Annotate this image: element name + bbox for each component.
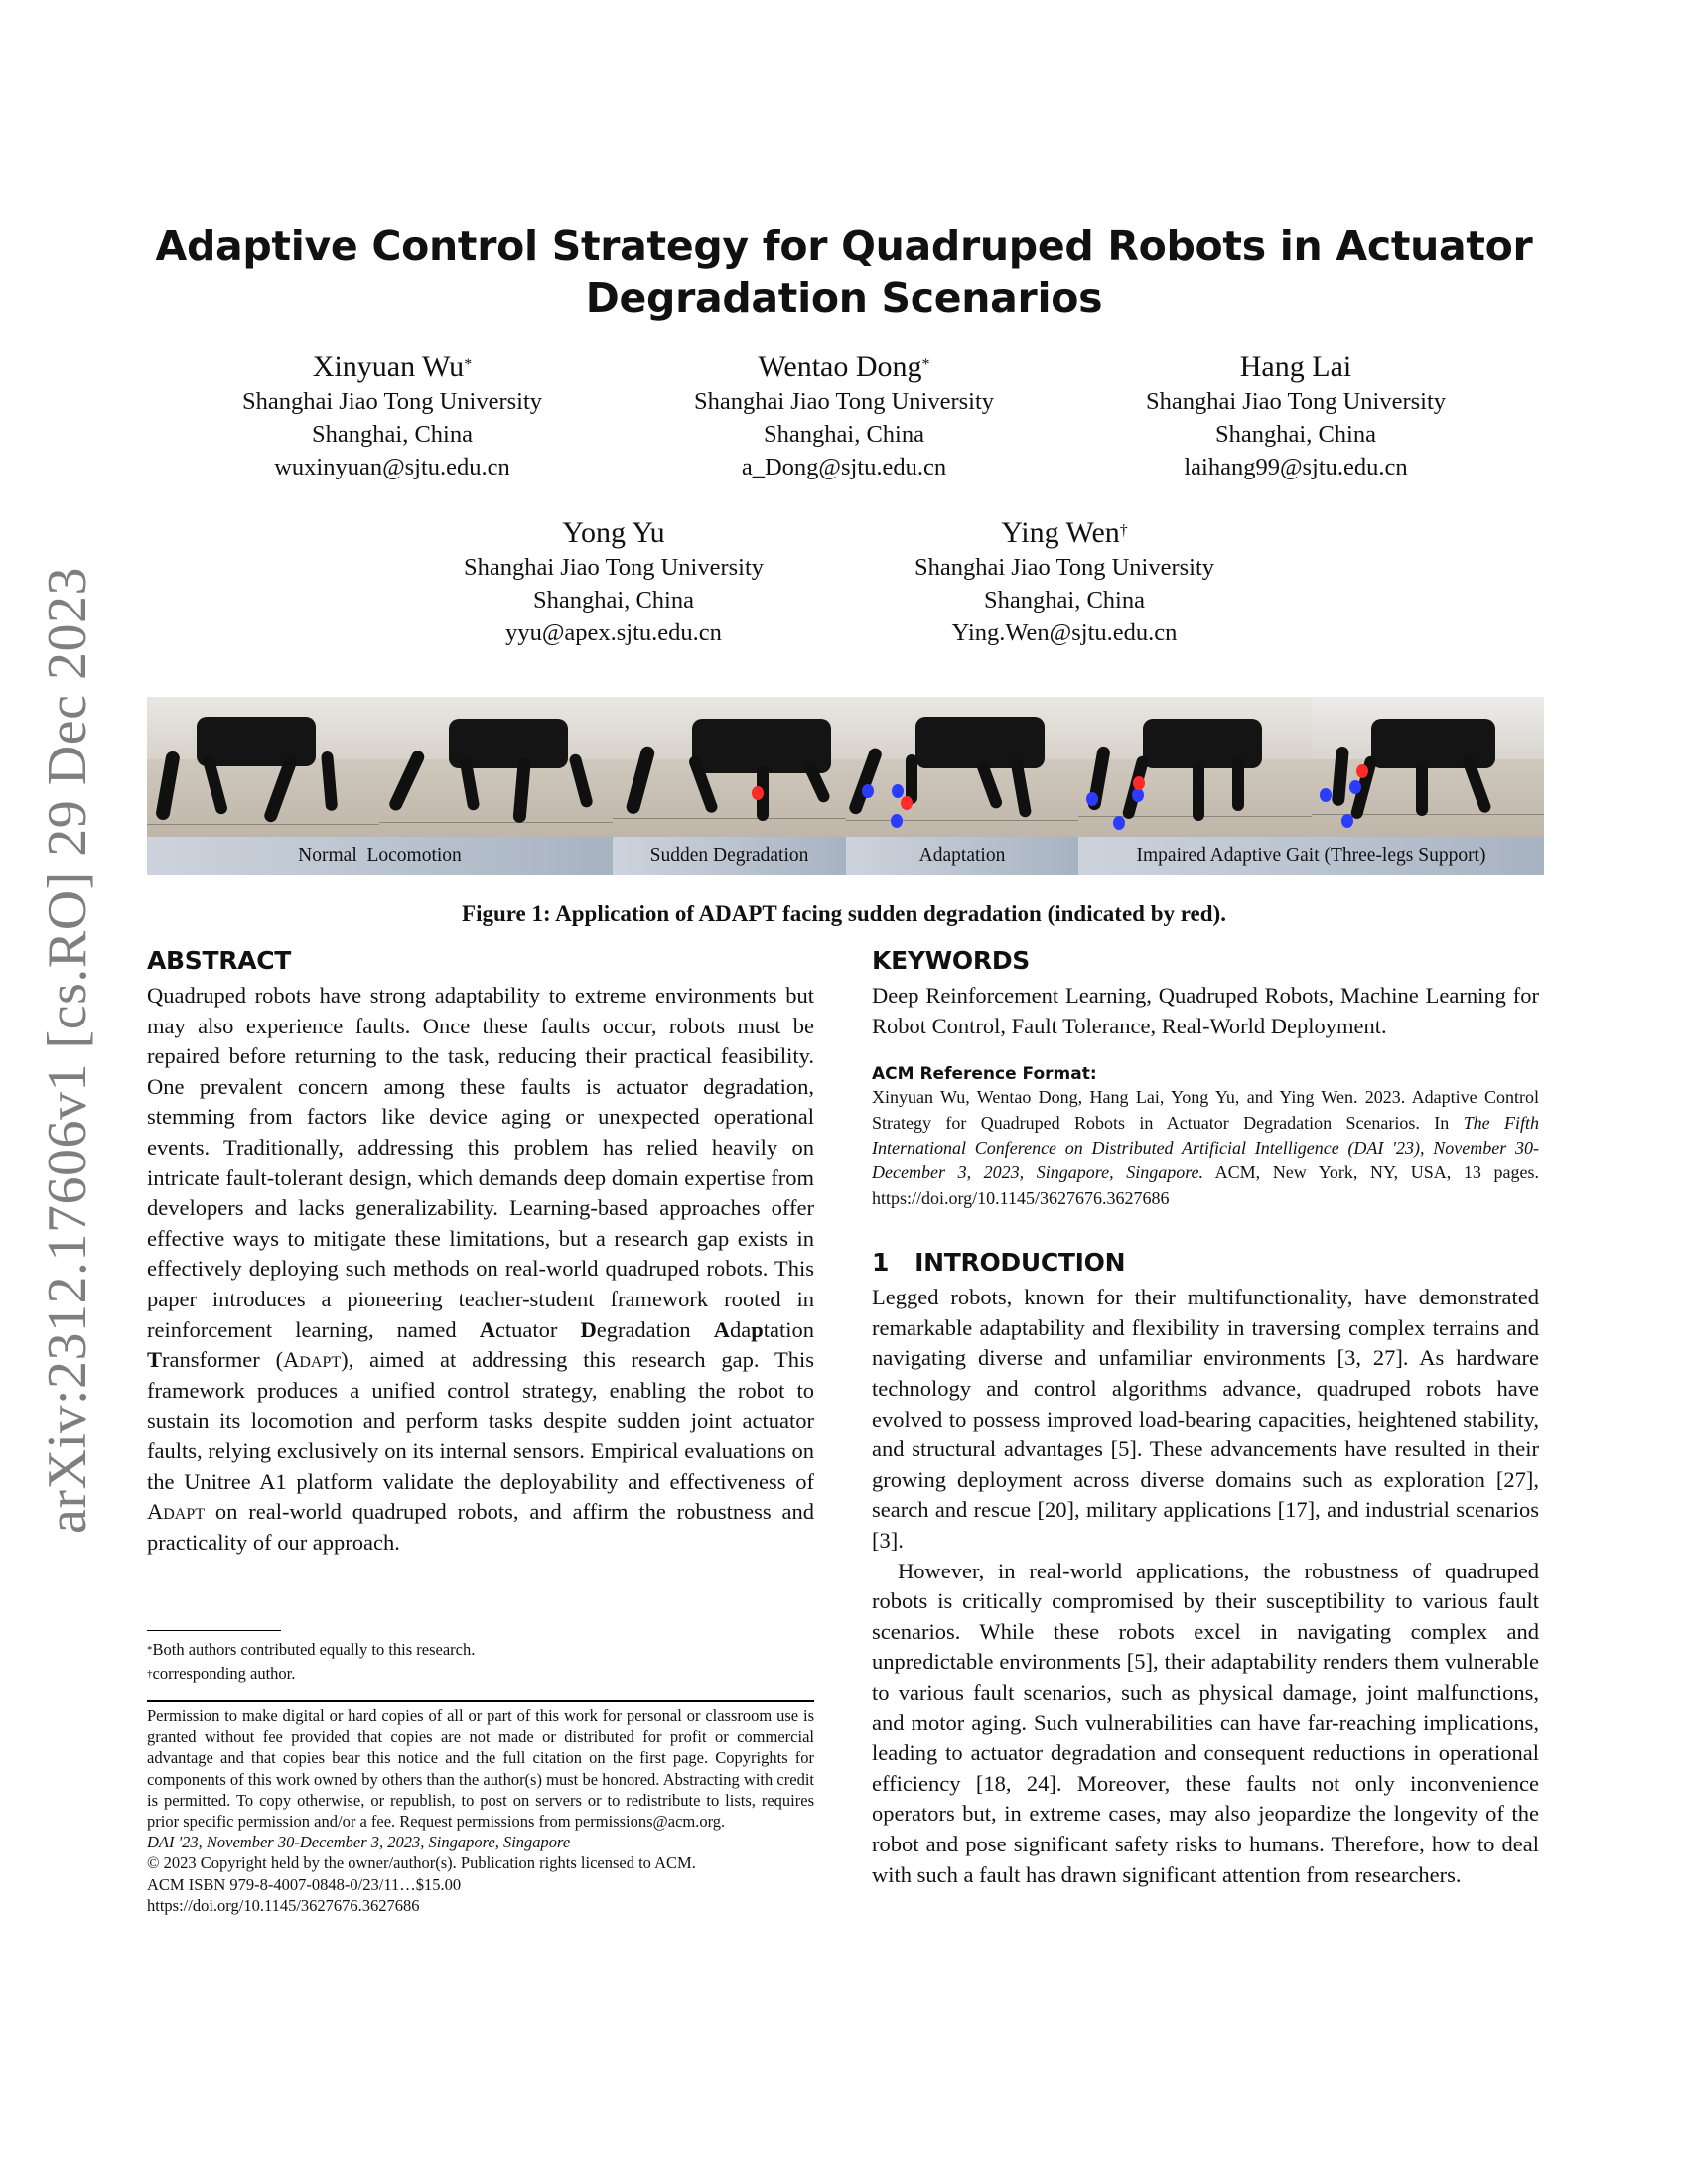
introduction-heading: 1 INTRODUCTION — [872, 1248, 1126, 1278]
foot-contact-marker — [1086, 792, 1098, 806]
photo-impaired-gait-2 — [1312, 697, 1544, 837]
author-location: Shanghai, China — [533, 587, 694, 614]
keywords-heading: KEYWORDS — [872, 946, 1030, 975]
paper-title — [149, 220, 1539, 324]
left-column — [147, 941, 814, 1558]
doi-link[interactable]: https://doi.org/10.1145/3627676.3627686 — [147, 1895, 420, 1915]
title-line-2: Degradation Scenarios — [585, 274, 1103, 322]
footnote-equal-contribution: *Both authors contributed equally to this research. — [147, 1640, 476, 1659]
author-block — [846, 515, 1283, 649]
author-affiliation: Shanghai Jiao Tong University — [1145, 388, 1446, 415]
author-email[interactable]: laihang99@sjtu.edu.cn — [1184, 454, 1408, 480]
figure-caption: Figure 1: Application of ADAPT facing sudden degradation (indicated by red). — [462, 901, 1226, 926]
permission-divider — [147, 1700, 814, 1702]
intro-paragraph-2: However, in real-world applications, the robustness of quadruped robots is critically compromised by their susceptibility to various fault scenarios. While these robots excel in navigating complex and unpredictable environments [5], their adaptability renders them vulnerable to various fault scenarios, such as physical damage, joint malfunctions, and motor aging. Such vulnerabilities can have far-reaching implications, leading to actuator degradation and consequent reductions in operational efficiency [18, 24]. Moreover, these faults not only inconvenience operators but, in extreme cases, may also jeopardize the longevity of the robot and pose significant safety risks to humans. Therefore, how to deal with such a fault has drawn significant attention from researchers. — [872, 1558, 1539, 1887]
figure-label-sudden-degradation: Sudden Degradation — [613, 837, 846, 875]
acm-reference-text: Xinyuan Wu, Wentao Dong, Hang Lai, Yong Yu, and Ying Wen. 2023. Adaptive Control Strategy for Quadruped Robots in Actuator Degradation Scenarios. In The Fifth International Conference on Distributed Artificial Intelligence (DAI '23), November 30-December 3, 2023, Singapore, Singapore. ACM, New York, NY, USA, 13 pages. https://doi.org/10.1145/3627676.3627686 — [872, 1087, 1540, 1208]
author-location: Shanghai, China — [312, 421, 473, 448]
author-name: Ying Wen† — [1001, 516, 1128, 549]
foot-contact-marker — [1132, 788, 1144, 802]
foot-contact-marker — [1341, 814, 1353, 828]
figure-label-normal-locomotion: Normal Locomotion — [147, 837, 613, 875]
corresponding-author-mark: † — [1119, 522, 1128, 539]
author-name: Xinyuan Wu* — [312, 350, 473, 383]
author-block — [1077, 349, 1514, 483]
degraded-joint-marker — [752, 786, 764, 800]
permission-text: Permission to make digital or hard copies of all or part of this work for personal or classroom use is granted without fee provided that copies are not made or distributed for profit or commercial advantage and that copies bear this notice and the full citation on the first page. Copyrights for components of this work owned by others than the author(s) must be honored. Abstracting with credit is permitted. To copy otherwise, or republish, to post on servers or to redistribute to lists, requires prior specific permission and/or a fee. Request permissions from permissions@acm.org. — [147, 1706, 814, 1832]
copyright-line: © 2023 Copyright held by the owner/author(s). Publication rights licensed to ACM. — [147, 1853, 696, 1873]
author-email[interactable]: a_Dong@sjtu.edu.cn — [741, 454, 947, 480]
author-name: Hang Lai — [1239, 350, 1352, 383]
figure-label-impaired-gait: Impaired Adaptive Gait (Three-legs Support) — [1078, 837, 1544, 875]
figure-1-robot-sequence — [147, 697, 1544, 875]
author-location: Shanghai, China — [984, 587, 1145, 614]
photo-adaptation — [846, 697, 1078, 837]
degraded-joint-marker — [1356, 764, 1368, 778]
method-acronym: Adapt — [147, 1499, 206, 1525]
author-email[interactable]: wuxinyuan@sjtu.edu.cn — [274, 454, 510, 480]
footnote-corresponding-author: †corresponding author. — [147, 1664, 296, 1683]
footnotes — [147, 1638, 814, 1686]
photo-normal-locomotion-2 — [379, 697, 613, 837]
venue-line: DAI '23, November 30-December 3, 2023, Singapore, Singapore — [147, 1833, 571, 1852]
photo-impaired-gait-1 — [1078, 697, 1312, 837]
foot-contact-marker — [1113, 816, 1125, 830]
figure-label-adaptation: Adaptation — [846, 837, 1078, 875]
author-email[interactable]: Ying.Wen@sjtu.edu.cn — [951, 619, 1178, 646]
foot-contact-marker — [892, 784, 904, 798]
footnote-divider — [147, 1630, 281, 1631]
foot-contact-marker — [1349, 780, 1361, 794]
foot-contact-marker — [862, 784, 874, 798]
author-affiliation: Shanghai Jiao Tong University — [463, 554, 764, 581]
author-block — [626, 349, 1062, 483]
permission-block — [147, 1706, 814, 1916]
acm-reference-heading: ACM Reference Format: — [872, 1064, 1097, 1085]
author-affiliation: Shanghai Jiao Tong University — [914, 554, 1214, 581]
robot-body — [1143, 719, 1262, 768]
title-line-1: Adaptive Control Strategy for Quadruped Robots in Actuator — [155, 222, 1533, 270]
author-email[interactable]: yyu@apex.sjtu.edu.cn — [505, 619, 722, 646]
photo-sudden-degradation — [613, 697, 846, 837]
foot-contact-marker — [1320, 788, 1332, 802]
method-acronym: Adapt — [283, 1347, 342, 1373]
keywords-text: Deep Reinforcement Learning, Quadruped Robots, Machine Learning for Robot Control, Fault Tolerance, Real-World Deployment. — [872, 983, 1539, 1038]
equal-contribution-mark: * — [921, 356, 930, 373]
author-block — [395, 515, 832, 649]
author-affiliation: Shanghai Jiao Tong University — [693, 388, 994, 415]
degraded-joint-marker — [901, 796, 913, 810]
abstract-body: Quadruped robots have strong adaptability to extreme environments but may also experience faults. Once these faults occur, robots must be repaired before returning to the task, reducing their practical feasibility. One prevalent concern among these faults is actuator degradation, stemming from factors like device aging or unexpected operational events. Traditionally, addressing this problem has relied heavily on intricate fault-tolerant design, which demands deep domain expertise from developers and lacks generalizability. Learning-based approaches offer effective ways to mitigate these limitations, but a research gap exists in effectively deploying such methods on real-world quadruped robots. This paper introduces a pioneering teacher-student framework rooted in reinforcement learning, named Actuator Degradation Adaptation Transformer (Adapt), aimed at addressing this research gap. This framework produces a unified control strategy, enabling the robot to sustain its locomotion and perform tasks despite sudden joint actuator faults, relying exclusively on its internal sensors. Empirical evaluations on the Unitree A1 platform validate the deployability and effectiveness of Adapt on real-world quadruped robots, and affirm the robustness and practicality of our approach. — [147, 983, 814, 1555]
author-location: Shanghai, China — [764, 421, 924, 448]
author-block — [174, 349, 611, 483]
author-location: Shanghai, China — [1215, 421, 1376, 448]
intro-paragraph-1: Legged robots, known for their multifunctionality, have demonstrated remarkable adaptability and flexibility in traversing complex terrains and navigating diverse and unfamiliar environments [3, 27]. As hardware technology and control algorithms advance, quadruped robots have evolved to possess improved load-bearing capacities, heightened stability, and structural advantages [5]. These advancements have resulted in their growing deployment across diverse domains such as exploration [27], search and rescue [20], military applications [17], and industrial scenarios [3]. — [872, 1285, 1539, 1553]
robot-body — [1371, 719, 1495, 768]
arxiv-identifier-stamp: arXiv:2312.17606v1 [cs.RO] 29 Dec 2023 — [37, 567, 98, 1534]
isbn-line: ACM ISBN 979-8-4007-0848-0/23/11…$15.00 — [147, 1874, 462, 1894]
right-column — [872, 941, 1539, 1890]
equal-contribution-mark: * — [464, 356, 473, 373]
abstract-heading: ABSTRACT — [147, 946, 292, 975]
photo-normal-locomotion-1 — [147, 697, 379, 837]
foot-contact-marker — [891, 814, 903, 828]
author-name: Wentao Dong* — [758, 350, 930, 383]
author-name: Yong Yu — [562, 516, 665, 549]
degraded-joint-marker — [1133, 776, 1145, 790]
author-affiliation: Shanghai Jiao Tong University — [241, 388, 542, 415]
